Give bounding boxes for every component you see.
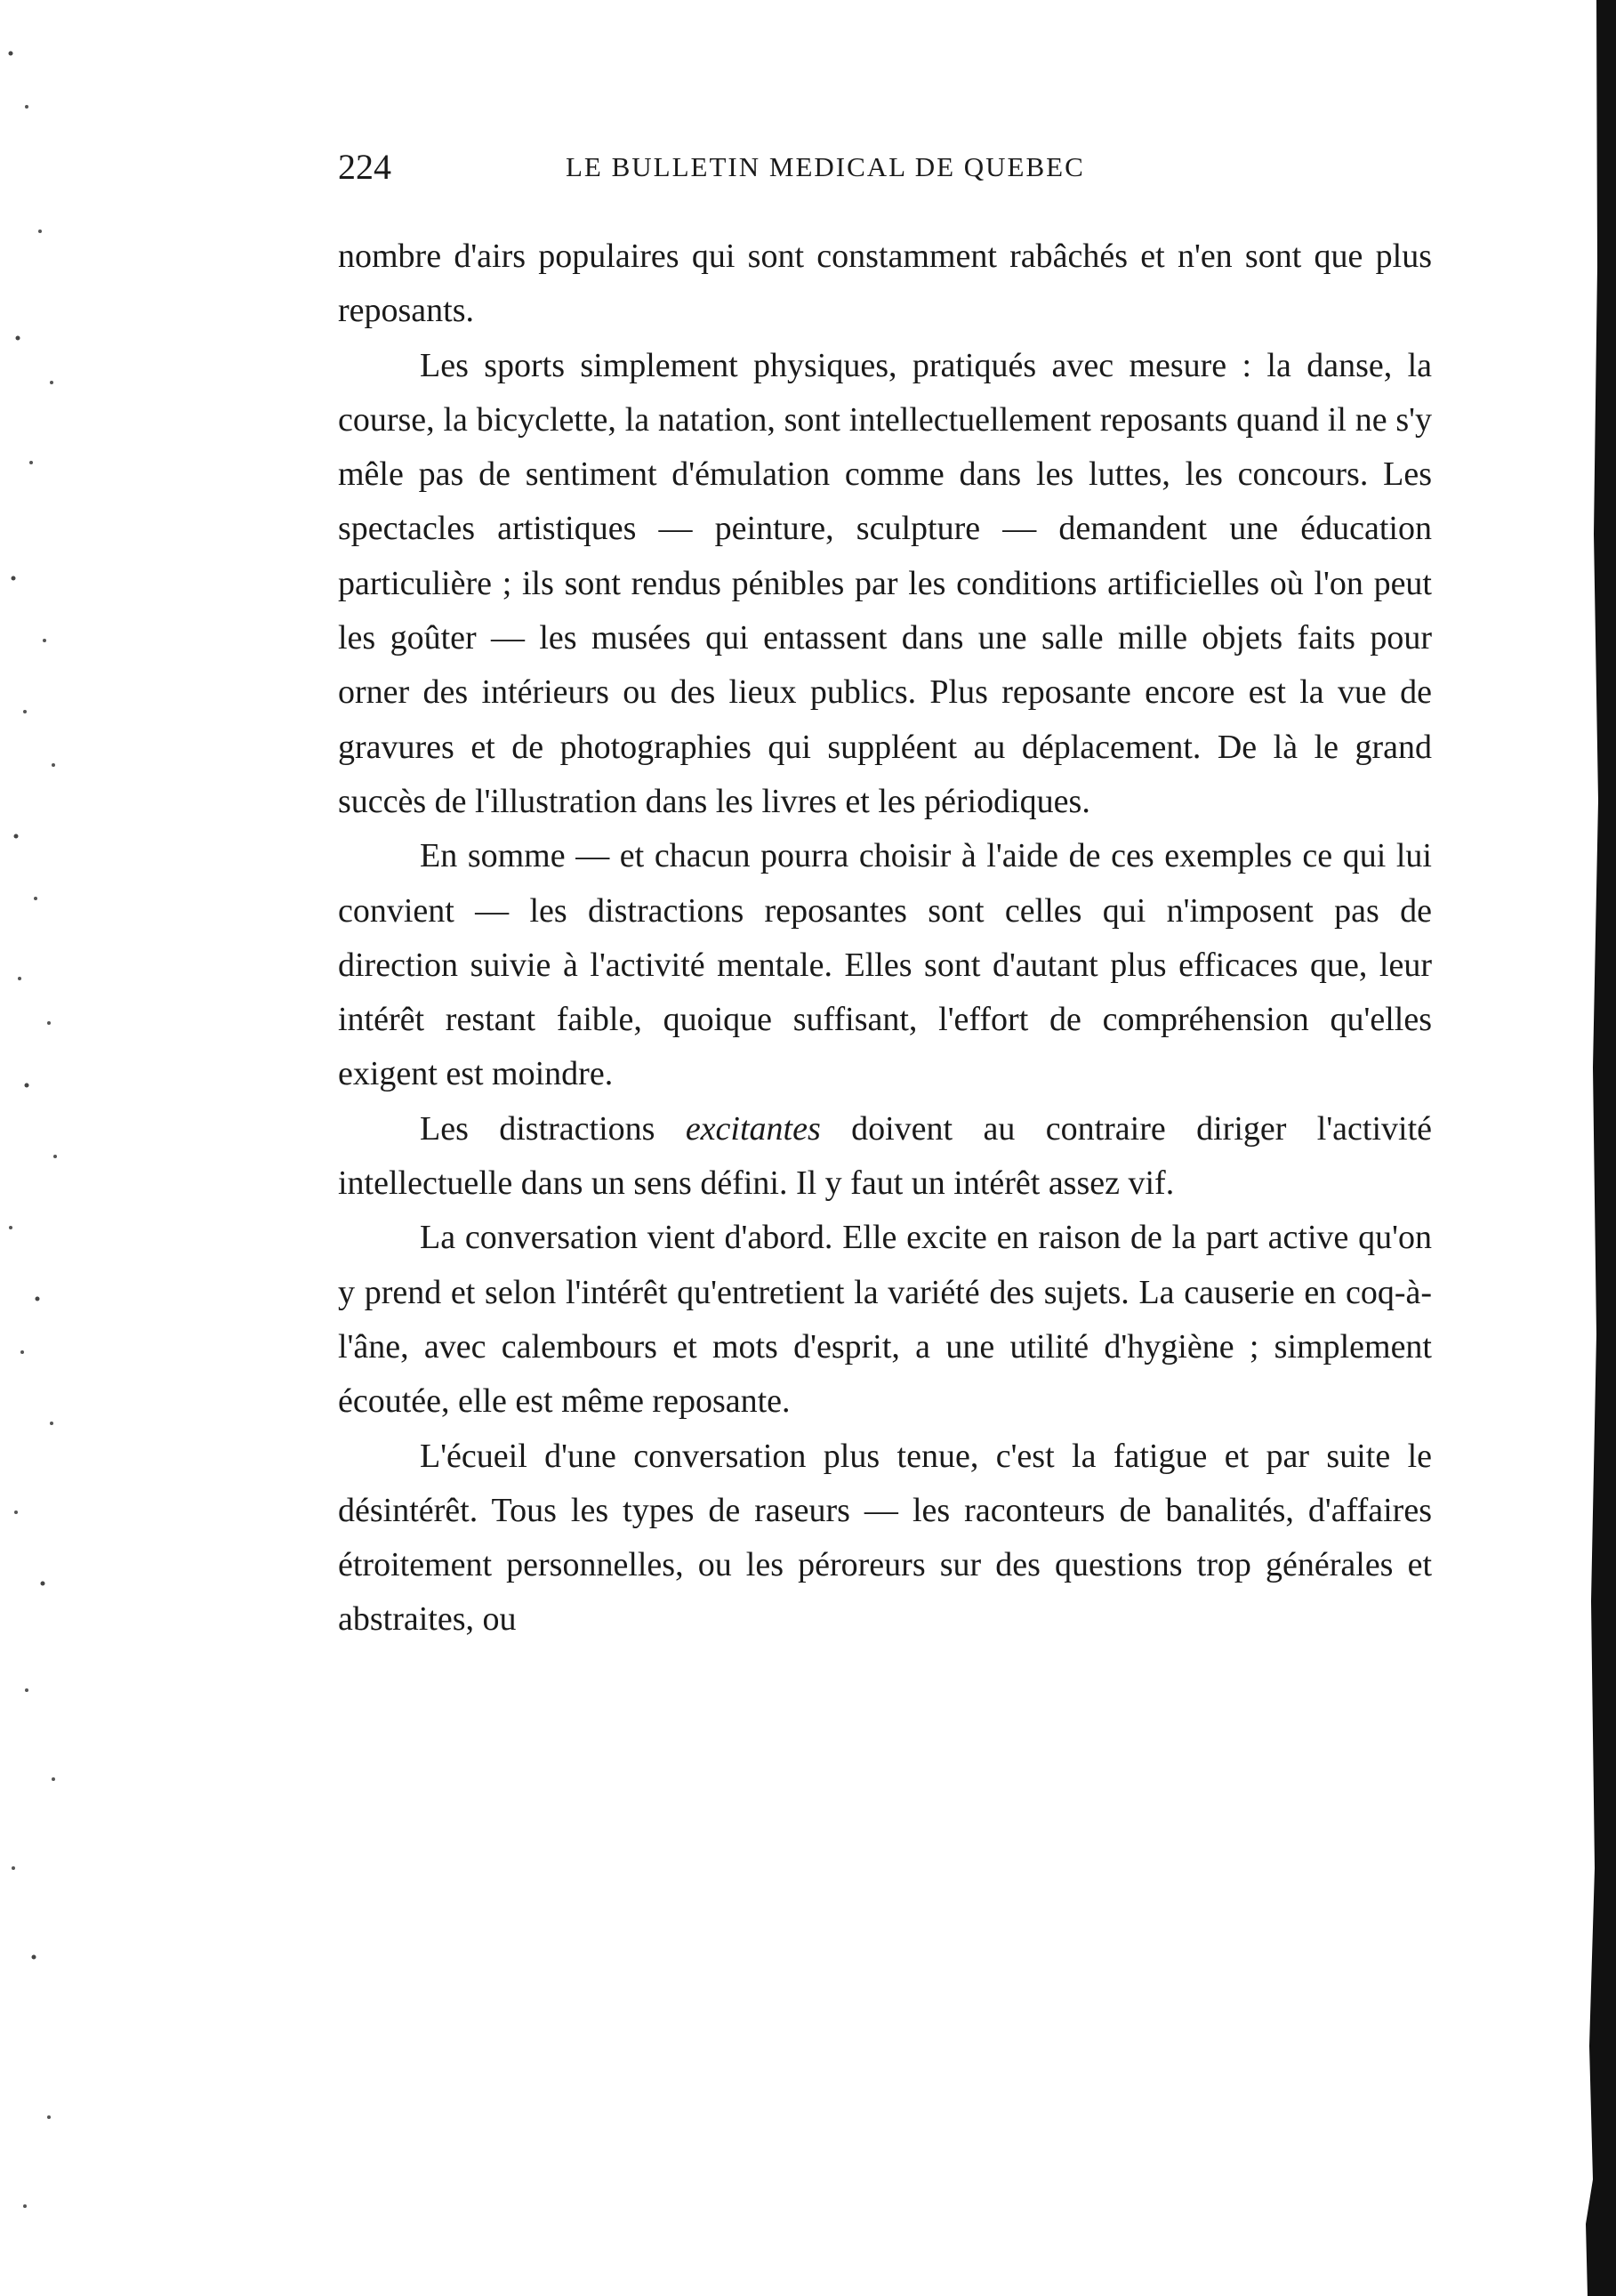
scan-edge-left: [0, 0, 80, 2296]
paragraph-4-emphasis: excitantes: [685, 1109, 821, 1148]
paragraph-4-text-after: doivent au contraire diriger l'activité intellectuelle dans un sens défini. Il y faut un intérêt assez vif.: [338, 1109, 1432, 1203]
paragraph-1: nombre d'airs populaires qui sont constamment rabâchés et n'en sont que plus reposants.: [338, 238, 1432, 330]
page-content: [338, 133, 1432, 1647]
running-header: [338, 133, 1432, 187]
paragraph-5: La conversation vient d'abord. Elle excite en raison de la part active qu'on y prend et selon l'intérêt qu'entretient la variété des sujets. La causerie en coq-à-l'âne, avec calembours et mots d'esprit, a une utilité d'hygiène ; simplement écoutée, elle est même reposante.: [338, 1219, 1432, 1421]
paragraph-4: [338, 1102, 1432, 1212]
paragraph-6: L'écueil d'une conversation plus tenue, c'est la fatigue et par suite le désintérêt. Tous les types de raseurs — les raconteurs de banalités, d'affaires étroitement personnelles, ou les péroreurs sur des questions trop générales et abstraites, ou: [338, 1437, 1432, 1639]
paragraph-4-text-before: Les distractions: [420, 1109, 686, 1148]
paragraph-3: En somme — et chacun pourra choisir à l'aide de ces exemples ce qui lui convient — les distractions reposantes sont celles qui n'imposent pas de direction suivie à l'activité mentale. Elles sont d'autant plus efficaces que, leur intérêt restant faible, quoique suffisant, l'effort de compréhension qu'elles exigent est moindre.: [338, 837, 1432, 1093]
paragraph-2: Les sports simplement physiques, pratiqués avec mesure : la danse, la course, la bicyclette, la natation, sont intellectuellement reposants quand il ne s'y mêle pas de sentiment d'émulation comme dans les luttes, les concours. Les spectacles artistiques — peinture, sculpture — demandent une éducation particulière ; ils sont rendus pénibles par les conditions artificielles où l'on peut les goûter — les musées qui entassent dans une salle mille objets faits pour orner des intérieurs ou des lieux publics. Plus reposante encore est la vue de gravures et de photographies qui suppléent au déplacement. De là le grand succès de l'illustration dans les livres et les périodiques.: [338, 346, 1432, 820]
journal-title: LE BULLETIN MEDICAL DE QUEBEC: [566, 151, 1085, 182]
binding-edge: [1580, 0, 1616, 2296]
page-number: 224: [338, 147, 391, 187]
